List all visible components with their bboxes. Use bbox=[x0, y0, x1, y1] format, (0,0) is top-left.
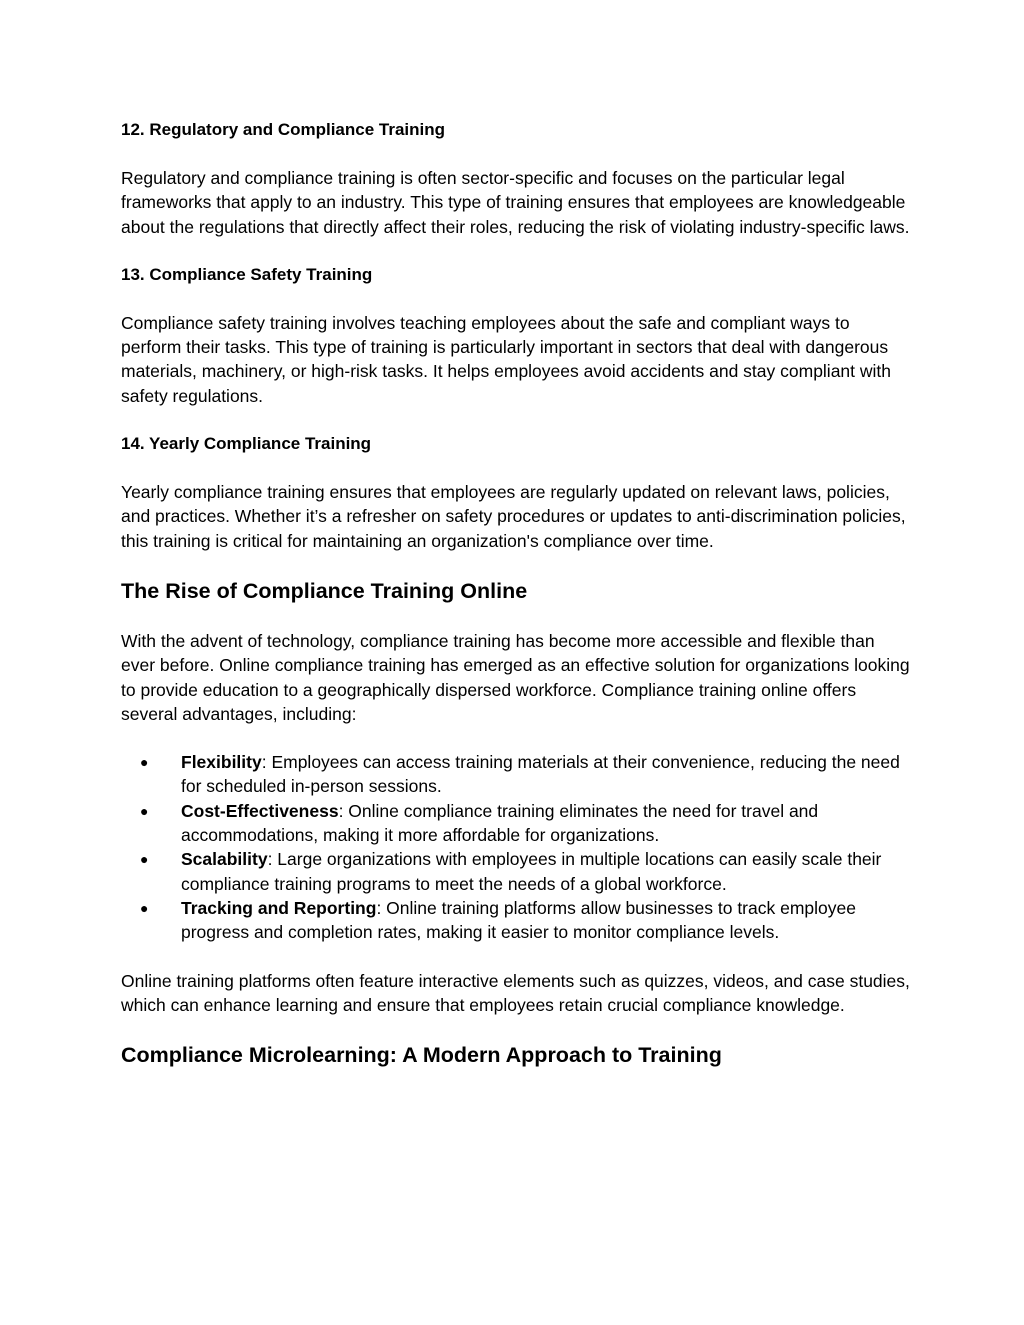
document-page bbox=[121, 118, 911, 1069]
bullet-icon: ● bbox=[140, 802, 149, 819]
section-body-14: Yearly compliance training ensures that employees are regularly updated on relevant laws, policies, and practices. Whether it’s a refresher on safety procedures or updates to anti-discrimination policies, this training is critical for maintaining an organization's compliance over time. bbox=[121, 482, 906, 551]
bullet-icon: ● bbox=[140, 899, 149, 916]
list-item-term: Flexibility bbox=[181, 752, 262, 773]
list-item-term: Cost-Effectiveness bbox=[181, 800, 339, 821]
heading-microlearning: Compliance Microlearning: A Modern Approach to Training bbox=[121, 1043, 722, 1068]
list-item-term: Scalability bbox=[181, 849, 268, 870]
heading-online-training: The Rise of Compliance Training Online bbox=[121, 578, 528, 603]
list-item-term: Tracking and Reporting bbox=[181, 897, 377, 918]
section-heading-12: 12. Regulatory and Compliance Training bbox=[121, 120, 446, 139]
list-item-text: : Online training platforms allow businesses to track employee progress and completion rates, making it easier to monitor compliance levels. bbox=[181, 897, 856, 943]
online-outro-paragraph: Online training platforms often feature interactive elements such as quizzes, videos, and case studies, which can enhance learning and ensure that employees retain crucial compliance knowledge. bbox=[121, 970, 910, 1015]
list-item bbox=[121, 847, 911, 896]
list-item bbox=[121, 896, 911, 945]
list-item-text: : Employees can access training materials at their convenience, reducing the need for scheduled in-person sessions. bbox=[181, 752, 900, 797]
section-body-12: Regulatory and compliance training is often sector-specific and focuses on the particular legal frameworks that apply to an industry. This type of training ensures that employees are knowledgeable about the regulations that directly affect their roles, reducing the risk of violating industry-specific laws. bbox=[121, 168, 910, 237]
list-item bbox=[121, 799, 911, 848]
bullet-icon: ● bbox=[140, 754, 149, 771]
advantages-list bbox=[121, 750, 911, 944]
list-item-text: : Online compliance training eliminates the need for travel and accommodations, making it more affordable for organizations. bbox=[181, 800, 819, 846]
list-item-text: : Large organizations with employees in multiple locations can easily scale their compliance training programs to meet the needs of a global workforce. bbox=[181, 849, 882, 894]
list-item bbox=[121, 750, 911, 799]
bullet-icon: ● bbox=[140, 851, 149, 868]
online-intro-paragraph: With the advent of technology, compliance training has become more accessible and flexible than ever before. Online compliance training has emerged as an effective solution for organizations looking to provide education to a geographically dispersed workforce. Compliance training online offers several advantages, including: bbox=[121, 630, 910, 724]
section-heading-13: 13. Compliance Safety Training bbox=[121, 264, 373, 284]
section-body-13: Compliance safety training involves teaching employees about the safe and compliant ways to perform their tasks. This type of training is particularly important in sectors that deal with dangerous materials, machinery, or high-risk tasks. It helps employees avoid accidents and stay compliant with safety regulations. bbox=[121, 312, 892, 406]
section-heading-14: 14. Yearly Compliance Training bbox=[121, 434, 372, 454]
